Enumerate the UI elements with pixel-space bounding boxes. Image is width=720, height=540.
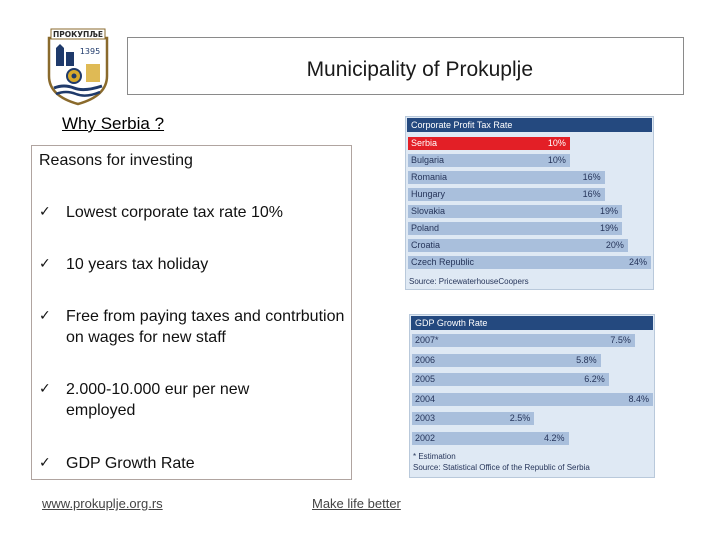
bar-label: 2006 bbox=[415, 354, 436, 365]
reason-text: Free from paying taxes and contrbution on wages for new staff bbox=[66, 308, 345, 346]
bar-value-label: 19% bbox=[600, 206, 619, 216]
bar-label: 2003 bbox=[415, 413, 436, 423]
bar-label: Hungary bbox=[411, 189, 446, 199]
bar-label: Romania bbox=[411, 172, 448, 182]
reasons-title: Reasons for investing bbox=[39, 152, 193, 169]
bar-value-label: 5.8% bbox=[576, 354, 597, 365]
crest-year: 1395 bbox=[79, 47, 101, 56]
bar-label: Serbia bbox=[411, 138, 438, 148]
page-title: Municipality of Prokuplje bbox=[306, 58, 533, 81]
bar-label: 2004 bbox=[415, 393, 436, 404]
bar-value-label: 16% bbox=[582, 172, 601, 182]
chart-title: GDP Growth Rate bbox=[411, 316, 653, 330]
bar-value-label: 20% bbox=[605, 240, 624, 250]
crest-label: ПРОКУПЉЕ bbox=[52, 30, 104, 39]
chart-source: Source: Statistical Office of the Republic of Serbia bbox=[413, 463, 590, 472]
bar-label: 2007* bbox=[415, 335, 439, 345]
coat-of-arms-logo bbox=[46, 26, 110, 106]
why-serbia-link[interactable]: Why Serbia ? bbox=[62, 114, 165, 133]
bar-label: Bulgaria bbox=[411, 155, 445, 165]
bar-label: Croatia bbox=[411, 240, 441, 250]
list-item bbox=[39, 379, 289, 421]
gdp-growth-chart bbox=[409, 314, 655, 478]
chart-source: Source: PricewaterhouseCoopers bbox=[409, 277, 529, 286]
checkmark-icon: ✓ bbox=[39, 256, 51, 272]
bar-label: Czech Republic bbox=[411, 257, 475, 267]
bar-value-label: 4.2% bbox=[543, 432, 565, 443]
reasons-box bbox=[31, 145, 352, 480]
bar-label: 2002 bbox=[415, 432, 436, 443]
website-link[interactable]: www.prokuplje.org.rs bbox=[42, 496, 163, 511]
bar-label: Slovakia bbox=[411, 206, 446, 216]
bar-value-label: 2.5% bbox=[509, 413, 531, 423]
bar-label: Poland bbox=[411, 223, 440, 233]
checkmark-icon: ✓ bbox=[39, 381, 51, 397]
bar-value-label: 19% bbox=[600, 223, 619, 233]
chart-bar bbox=[412, 393, 653, 406]
reason-text: 2.000-10.000 eur per new employed bbox=[66, 381, 250, 419]
chart-note: * Estimation bbox=[413, 452, 456, 461]
list-item bbox=[39, 453, 195, 474]
bar-value-label: 8.4% bbox=[628, 393, 649, 404]
chart-title: Corporate Profit Tax Rate bbox=[407, 118, 652, 132]
bar-label: 2005 bbox=[415, 374, 436, 384]
chart-bar bbox=[412, 334, 635, 347]
title-box bbox=[127, 37, 684, 95]
bar-value-label: 16% bbox=[582, 189, 601, 199]
bar-value-label: 6.2% bbox=[584, 374, 605, 384]
checkmark-icon: ✓ bbox=[39, 308, 51, 324]
bar-value-label: 10% bbox=[547, 155, 566, 165]
checkmark-icon: ✓ bbox=[39, 455, 51, 471]
checkmark-icon: ✓ bbox=[39, 204, 51, 220]
reason-text: 10 years tax holiday bbox=[66, 256, 209, 273]
list-item bbox=[39, 202, 283, 223]
bar-value-label: 7.5% bbox=[610, 335, 631, 345]
bar-value-label: 10% bbox=[547, 138, 566, 148]
bar-value-label: 24% bbox=[628, 257, 647, 267]
list-item bbox=[39, 306, 347, 348]
reason-text: GDP Growth Rate bbox=[66, 455, 195, 472]
list-item bbox=[39, 254, 208, 275]
tax-rate-chart bbox=[405, 116, 654, 290]
reason-text: Lowest corporate tax rate 10% bbox=[66, 204, 284, 221]
tagline-link[interactable]: Make life better bbox=[312, 496, 401, 511]
